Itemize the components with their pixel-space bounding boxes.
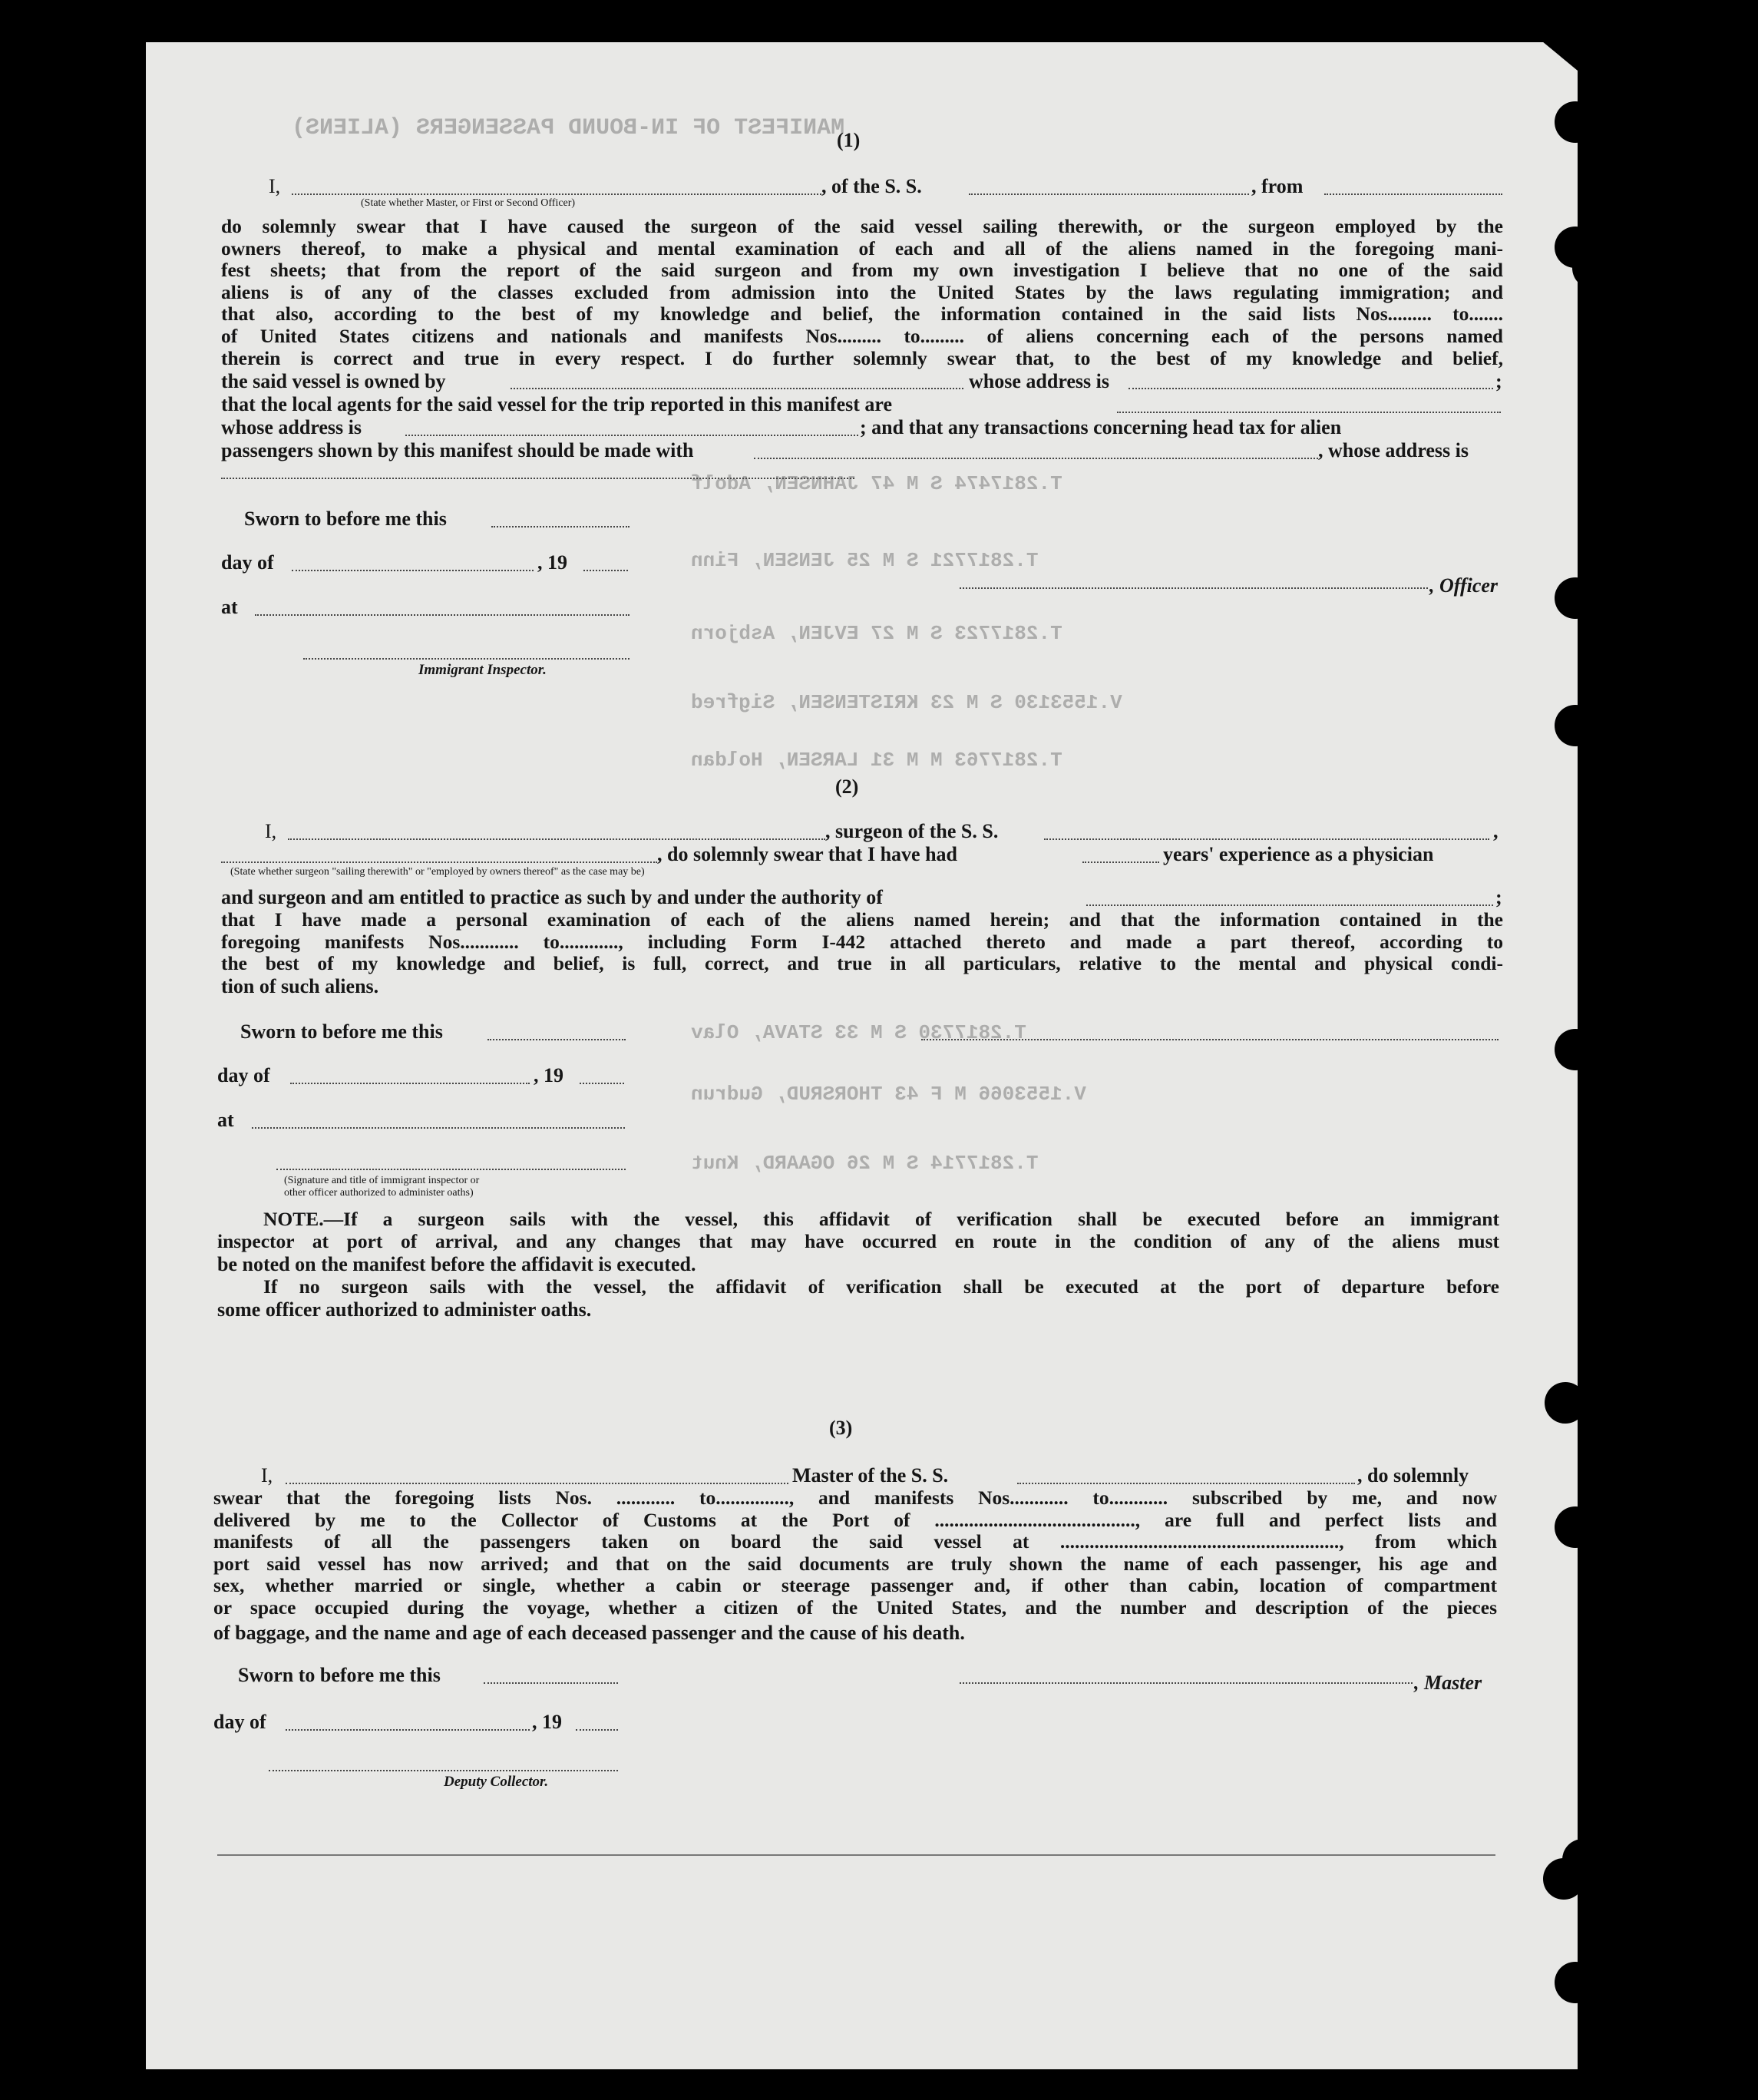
ship-name-blank	[969, 193, 1249, 195]
note-paragraph: NOTE.—If a surgeon sails with the vessel, this affidavit of verification shall be executed before an immigrant inspector at port of arrival, and any changes that may have occurred en route in the condition of any of the aliens must	[217, 1208, 1499, 1252]
owner-blank	[511, 388, 963, 389]
head-tax-contact-blank	[754, 458, 1318, 459]
sworn-label-2: Sworn to before me this	[240, 1020, 443, 1043]
binder-hole	[1555, 1962, 1596, 2003]
at-blank-1	[255, 614, 630, 616]
day-of-label-1: day of	[221, 551, 274, 574]
year-blank-2	[580, 1083, 624, 1084]
day-of-blank-2	[290, 1083, 530, 1084]
year-label-1: , 19	[537, 551, 567, 574]
binder-hole	[1572, 247, 1614, 289]
sworn-date-blank-3	[484, 1682, 618, 1684]
surgeon-of-ss-label: , surgeon of the S. S.	[825, 820, 999, 842]
binder-hole	[1555, 1506, 1596, 1548]
master-label: , Master	[1414, 1672, 1482, 1694]
agents-address-blank	[405, 435, 858, 436]
surgeon-status-note: (State whether surgeon "sailing therewith" or "employed by owners thereof" as the case may be)	[230, 866, 645, 878]
master-signature-blank	[960, 1682, 1413, 1684]
sworn-date-blank-1	[491, 526, 630, 527]
of-the-ss-label: , of the S. S.	[821, 175, 922, 197]
inspector-signature-blank-1	[303, 658, 630, 660]
agents-address-label: whose address is	[221, 416, 362, 438]
officer-label: , Officer	[1429, 574, 1499, 597]
from-label: , from	[1251, 175, 1304, 197]
section-2-number: (2)	[835, 776, 859, 798]
owner-address-label: whose address is	[969, 370, 1110, 392]
master-name-blank-3	[286, 1483, 788, 1484]
day-of-blank-3	[286, 1729, 530, 1731]
signature-title-note-2: other officer authorized to administer oaths)	[284, 1187, 474, 1199]
local-agents-label: that the local agents for the said vessel for the trip reported in this manifest are	[221, 393, 893, 415]
collector-oath-paragraph: swear that the foregoing lists Nos. ............ to..............., and manifests Nos............ to............ subscribed by me, and now delivered by me to the Collector of Customs at the Port of ........................................., are full and perfect lists and manifests of all the passengers taken on board the said vessel at ........................................................., from which port said vessel has now arrived; and that on the said documents are truly shown the name of each passenger, his age and sex, whether married or single, whether a cabin or steerage passenger and, if other than cabin, location of compartment or space occupied during the voyage, whether a citizen of the United States, and the number and description of the pieces	[213, 1487, 1497, 1619]
bottom-rule	[217, 1854, 1495, 1856]
section-1-number: (1)	[837, 129, 861, 151]
local-agents-blank	[1117, 412, 1501, 413]
ship-name-blank-3	[1017, 1483, 1355, 1484]
collector-oath-last-line: of baggage, and the name and age of each deceased passenger and the cause of his death.	[213, 1622, 965, 1644]
day-of-blank-1	[292, 570, 534, 571]
surgeon-oath-last-line: tion of such aliens.	[221, 975, 379, 997]
binder-hole	[1555, 1029, 1596, 1070]
practice-authority-blank	[1086, 904, 1493, 906]
at-label-2: at	[217, 1109, 234, 1131]
do-solemnly-label: , do solemnly	[1357, 1464, 1469, 1487]
year-blank-1	[583, 570, 628, 571]
passengers-label: passengers shown by this manifest should be made with	[221, 439, 694, 461]
head-tax-address-blank	[221, 478, 854, 479]
sworn-label-3: Sworn to before me this	[238, 1664, 441, 1686]
note-last-line: be noted on the manifest before the affidavit is executed.	[217, 1253, 696, 1275]
head-tax-label: ; and that any transactions concerning head tax for alien	[860, 416, 1342, 438]
surgeon-status-blank	[221, 861, 657, 863]
at-label-1: at	[221, 596, 238, 618]
year-blank-3	[576, 1729, 618, 1731]
year-label-2: , 19	[534, 1064, 563, 1086]
day-of-label-3: day of	[213, 1711, 266, 1733]
passengers-address-label: , whose address is	[1318, 439, 1469, 461]
section-3-number: (3)	[829, 1417, 853, 1439]
swear-experience-label: , do solemnly swear that I have had	[657, 843, 958, 865]
at-blank-2	[252, 1127, 625, 1129]
collector-declaration-i: I,	[261, 1464, 273, 1487]
no-surgeon-last-line: some officer authorized to administer oaths.	[217, 1298, 592, 1321]
binder-hole	[1545, 1382, 1586, 1424]
master-name-blank	[292, 193, 821, 195]
master-oath-paragraph: do solemnly swear that I have caused the surgeon of the said vessel sailing therewith, or the surgeon employed by the owners thereof, to make a physical and mental examination of each and all of the aliens named in the foregoing mani- fest sheets; that from the report of the said surgeon and from my own investigation I believe that no one of the said aliens is of any of the classes excluded from admission into the United States by the laws regulating immigration; and that also, according to the best of my knowledge and belief, the information contained in the said lists Nos......... to....... of United States citizens and nationals and manifests Nos......... to......... of aliens concerning each of the persons named therein is correct and true in every respect. I do further solemnly swear that, to the best of my knowledge and belief,	[221, 215, 1503, 369]
owner-address-blank	[1128, 388, 1493, 389]
years-experience-label: years' experience as a physician	[1163, 843, 1434, 865]
binder-hole	[1543, 1858, 1585, 1900]
day-of-label-2: day of	[217, 1064, 270, 1086]
year-label-3: , 19	[532, 1711, 562, 1733]
officer-signature-blank	[960, 587, 1428, 589]
binder-hole	[1555, 705, 1596, 746]
semicolon: ;	[1495, 370, 1502, 392]
semicolon: ;	[1495, 886, 1502, 908]
immigrant-inspector-label: Immigrant Inspector.	[418, 662, 547, 678]
owned-by-label: the said vessel is owned by	[221, 370, 446, 392]
deputy-signature-blank	[269, 1770, 618, 1771]
master-declaration-i: I,	[269, 175, 281, 197]
signature-title-note-1: (Signature and title of immigrant inspector or	[284, 1175, 480, 1186]
surgeon-declaration-i: I,	[265, 820, 277, 842]
deputy-collector-label: Deputy Collector.	[444, 1774, 549, 1790]
from-port-blank	[1324, 193, 1502, 195]
sworn-label-1: Sworn to before me this	[244, 508, 447, 530]
surgeon-oath-paragraph: that I have made a personal examination of each of the aliens named herein; and that the information contained in the foregoing manifests Nos............ to............, including Form I-442 attached thereto and made a part thereof, according to the best of my knowledge and belief, is full, correct, and true in all particulars, relative to the mental and physical condi-	[221, 908, 1503, 975]
sworn-date-blank-2	[487, 1039, 626, 1040]
no-surgeon-paragraph: If no surgeon sails with the vessel, the affidavit of verification shall be executed at the port of departure before	[263, 1275, 1499, 1298]
practice-authority-label: and surgeon and am entitled to practice as such by and under the authority of	[221, 886, 883, 908]
inspector-signature-blank-2	[276, 1169, 626, 1170]
surgeon-name-blank	[288, 838, 825, 840]
years-experience-blank	[1082, 861, 1159, 863]
binder-hole	[1555, 101, 1596, 143]
surgeon-signature-blank	[921, 1039, 1499, 1040]
binder-hole	[1555, 577, 1596, 619]
master-of-ss-label: Master of the S. S.	[792, 1464, 949, 1487]
comma: ,	[1493, 820, 1499, 842]
surgeon-ship-blank	[1044, 838, 1489, 840]
master-title-note: (State whether Master, or First or Second Officer)	[361, 197, 576, 209]
